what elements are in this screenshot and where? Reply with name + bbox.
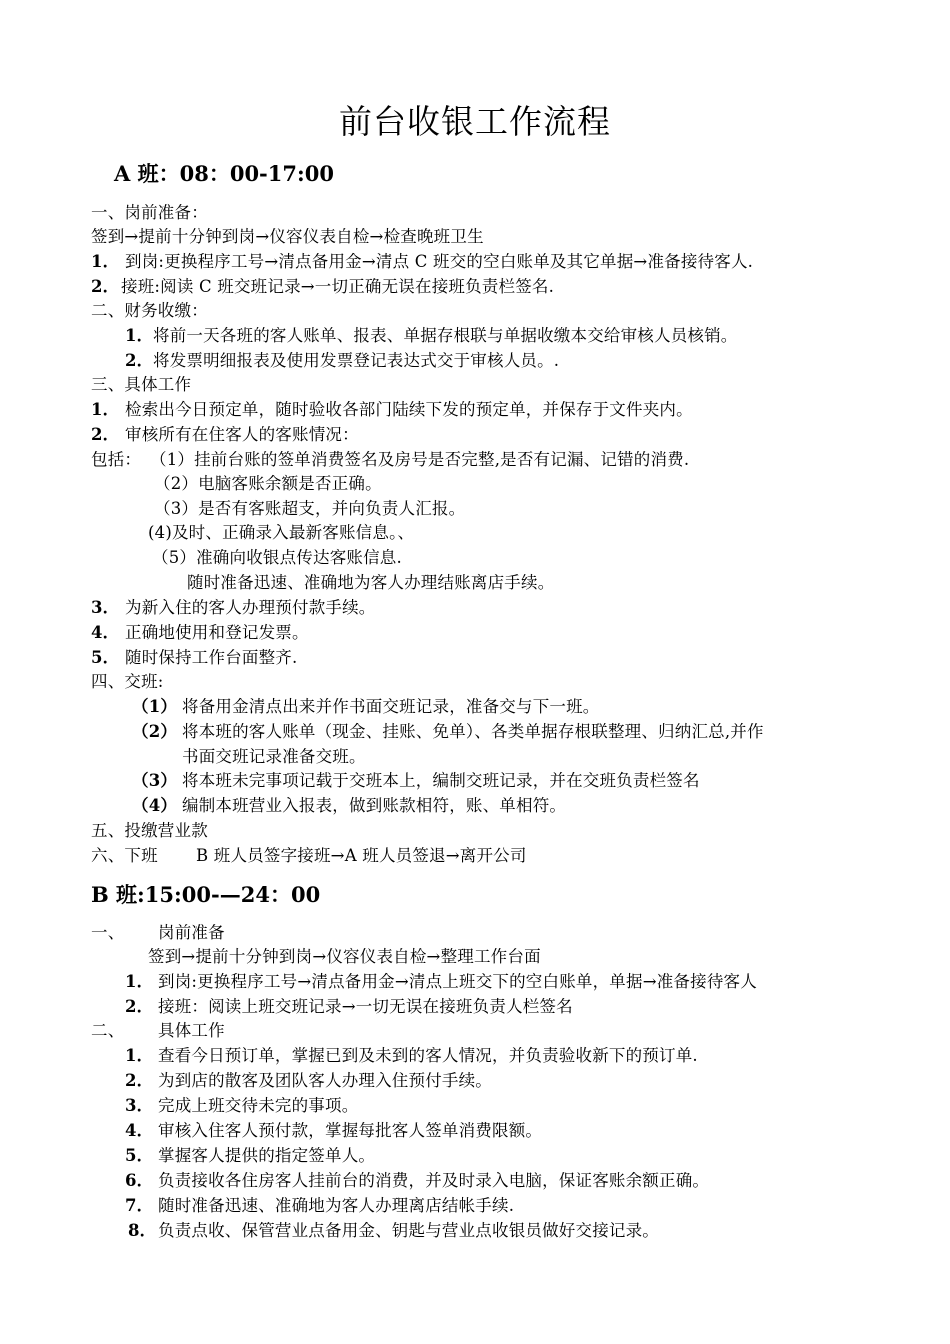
note-text: 随时准备迅速、准确地为客人办理结账离店手续。	[187, 573, 555, 592]
item-text: 到岗:更换程序工号→清点备用金→清点 C 班交的空白账单及其它单据→准备接待客人.	[125, 252, 754, 271]
item-number: 7．	[125, 1196, 154, 1215]
section-heading: 一、岗前准备：	[91, 203, 208, 222]
item-text: 查看今日预订单，掌握已到及未到的客人情况，并负责验收新下的预订单.	[158, 1046, 698, 1065]
process-flow: 签到→提前十分钟到岗→仪容仪表自检→整理工作台面	[148, 947, 541, 966]
item-number: 2．	[91, 277, 120, 296]
sub-item: （3）是否有客账超支，并向负责人汇报。	[154, 499, 466, 518]
item-number: 5．	[91, 648, 120, 667]
section-heading: 五、投缴营业款	[91, 821, 208, 840]
process-flow: 签到→提前十分钟到岗→仪容仪表自检→检查晚班卫生	[91, 227, 484, 246]
item-text: 将前一天各班的客人账单、报表、单据存根联与单据收缴本交给审核人员核销。	[153, 326, 738, 345]
item-number: （3）	[132, 771, 178, 790]
item-number: 8．	[128, 1221, 157, 1240]
item-text: 将本班未完事项记载于交班本上，编制交班记录，并在交班负责栏签名	[182, 771, 700, 790]
item-text: 到岗:更换程序工号→清点备用金→清点上班交下的空白账单，单据→准备接待客人	[158, 972, 757, 991]
item-number: 1．	[91, 400, 120, 419]
item-number: 4．	[125, 1121, 154, 1140]
item-number: （1）	[132, 697, 178, 716]
shift-a-heading: A 班：08：00-17:00	[114, 161, 334, 186]
item-text: 将本班的客人账单（现金、挂账、免单）、各类单据存根联整理、归纳汇总,并作	[182, 722, 764, 741]
item-number: 3．	[125, 1096, 154, 1115]
list-item	[132, 795, 566, 817]
list-item	[125, 996, 573, 1018]
sub-item: （1）挂前台账的签单消费签名及房号是否完整,是否有记漏、记错的消费.	[150, 450, 690, 469]
list-item	[91, 622, 309, 644]
item-number: 2．	[91, 425, 120, 444]
item-text: 掌握客人提供的指定签单人。	[158, 1146, 376, 1165]
item-number: 5．	[125, 1146, 154, 1165]
item-number: 1．	[125, 1046, 154, 1065]
item-text: 负责接收各住房客人挂前台的消费，并及时录入电脑，保证客账余额正确。	[158, 1171, 710, 1190]
item-text: 将备用金清点出来并作书面交班记录，准备交与下一班。	[182, 697, 600, 716]
list-item	[91, 597, 376, 619]
item-text: 完成上班交待未完的事项。	[158, 1096, 359, 1115]
list-item	[132, 770, 700, 792]
item-number: 3．	[91, 598, 120, 617]
list-item	[125, 1195, 514, 1217]
item-number: 2．	[125, 1071, 154, 1090]
item-text: 随时保持工作台面整齐.	[125, 648, 298, 667]
item-number: 1．	[125, 972, 154, 991]
list-item	[91, 424, 359, 446]
section-title: 岗前准备	[158, 923, 225, 942]
list-item	[125, 1170, 709, 1192]
item-text: 接班：阅读上班交班记录→一切无误在接班负责人栏签名	[158, 997, 573, 1016]
list-item	[125, 325, 738, 347]
item-text: 编制本班营业入报表，做到账款相符，账、单相符。	[182, 796, 567, 815]
list-item	[91, 276, 554, 298]
list-item	[132, 696, 600, 718]
list-item	[132, 721, 764, 743]
sub-item: (4)及时、正确录入最新客账信息。、	[148, 523, 415, 542]
item-text: 为新入住的客人办理预付款手续。	[125, 598, 376, 617]
item-text: 接班:阅读 C 班交班记录→一切正确无误在接班负责栏签名.	[121, 277, 555, 296]
list-item	[91, 647, 297, 669]
item-text: 随时准备迅速、准确地为客人办理离店结帐手续.	[158, 1196, 515, 1215]
process-flow: B 班人员签字接班→A 班人员签退→离开公司	[196, 846, 527, 865]
section-label: 六、下班	[91, 846, 158, 865]
item-number: （2）	[132, 722, 178, 741]
item-text: 将发票明细报表及使用发票登记表达式交于审核人员。.	[153, 351, 560, 370]
section-number: 二、	[91, 1021, 125, 1040]
item-text: 检索出今日预定单，随时验收各部门陆续下发的预定单，并保存于文件夹内。	[125, 400, 693, 419]
item-text: 审核入住客人预付款，掌握每批客人签单消费限额。	[158, 1121, 543, 1140]
page-title: 前台收银工作流程	[339, 102, 611, 141]
item-text: 审核所有在住客人的客账情况：	[125, 425, 359, 444]
section-heading	[91, 845, 527, 867]
section-heading: 四、交班:	[91, 672, 164, 691]
list-item	[125, 350, 559, 372]
section-number: 一、	[91, 923, 125, 942]
list-item	[91, 399, 693, 421]
list-item	[125, 1120, 542, 1142]
item-number: 1．	[125, 326, 154, 345]
section-heading	[91, 1020, 225, 1042]
section-heading	[91, 922, 225, 944]
item-text: 正确地使用和登记发票。	[125, 623, 309, 642]
list-item	[125, 971, 757, 993]
item-number: 6．	[125, 1171, 154, 1190]
shift-b-heading: B 班:15:00-—24：00	[91, 882, 321, 907]
section-heading: 三、具体工作	[91, 375, 192, 394]
item-number: 2．	[125, 351, 154, 370]
item-text: 为到店的散客及团队客人办理入住预付手续。	[158, 1071, 492, 1090]
item-number: 2．	[125, 997, 154, 1016]
item-number: 1．	[91, 252, 120, 271]
list-item	[125, 1045, 698, 1067]
include-label: 包括：	[91, 450, 142, 469]
list-item	[91, 251, 753, 273]
item-continuation: 书面交班记录准备交班。	[182, 747, 366, 766]
sub-item: （2）电脑客账余额是否正确。	[154, 474, 382, 493]
item-number: 4．	[91, 623, 120, 642]
list-item	[125, 1095, 358, 1117]
section-title: 具体工作	[158, 1021, 225, 1040]
list-item	[128, 1220, 659, 1242]
item-number: （4）	[132, 796, 178, 815]
list-item	[125, 1145, 375, 1167]
list-item	[125, 1070, 492, 1092]
item-text: 负责点收、保管营业点备用金、钥匙与营业点收银员做好交接记录。	[158, 1221, 659, 1240]
section-heading: 二、财务收缴：	[91, 301, 208, 320]
sub-item: （5）准确向收银点传达客账信息.	[152, 548, 402, 567]
